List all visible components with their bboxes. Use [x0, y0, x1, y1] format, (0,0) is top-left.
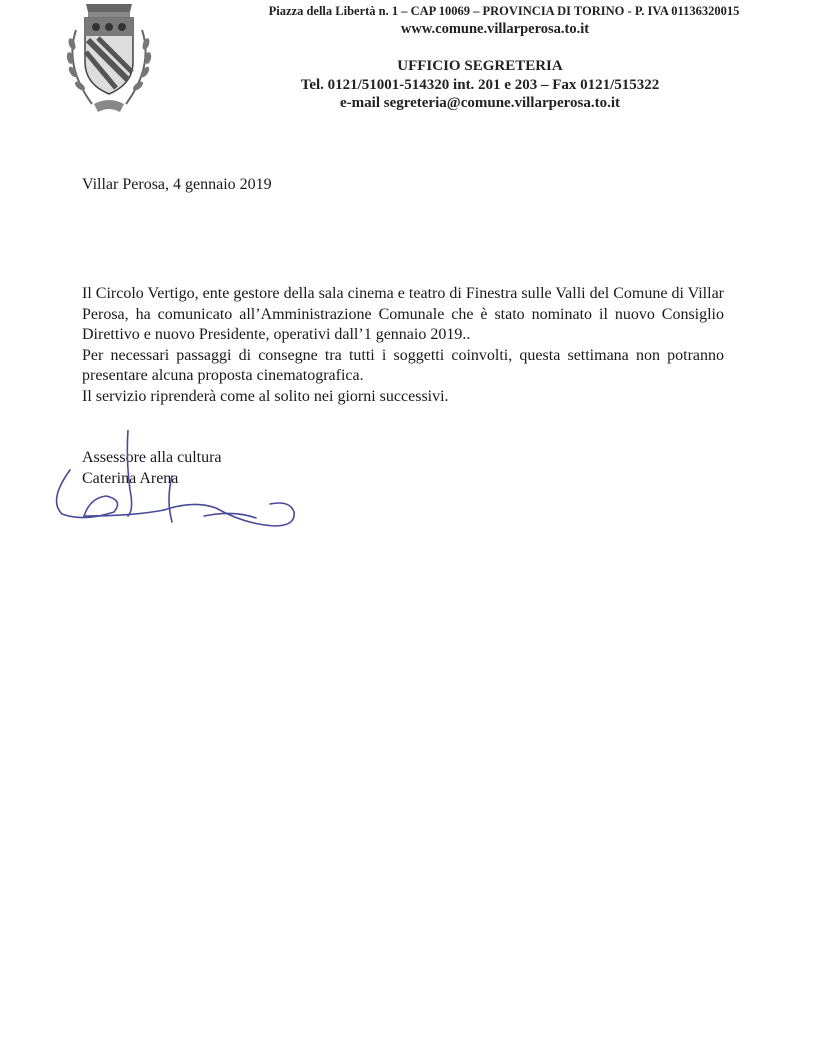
body-paragraph-1: Il Circolo Vertigo, ente gestore della sala cinema e teatro di Finestra sulle Valli del Comune di Villar Perosa, ha comunicato all’Amministrazione Comunale che è stato nominato il nuovo Consiglio Direttivo e nuovo Presidente, operativi dall’1 gennaio 2019..	[82, 285, 724, 343]
handwritten-signature	[44, 430, 304, 540]
letterhead-website: www.comune.villarperosa.to.it	[400, 21, 590, 37]
signoff-role: Assessore alla cultura	[82, 449, 222, 466]
body-paragraph-2: Per necessari passaggi di consegne tra tutti i soggetti coinvolti, questa settimana non potranno presentare alcuna proposta cinematografica.	[82, 346, 724, 384]
letterhead	[200, 4, 760, 112]
body-paragraph-3: Il servizio riprenderà come al solito nei giorni successivi.	[82, 387, 449, 405]
letterhead-address: Piazza della Libertà n. 1 – CAP 10069 – PROVINCIA DI TORINO - P. IVA 01136320015	[268, 4, 740, 18]
letter-body	[82, 284, 724, 407]
municipal-crest-logo	[58, 0, 160, 120]
letterhead-email: e-mail segreteria@comune.villarperosa.to.it	[340, 95, 620, 111]
signoff-name: Caterina Arena	[82, 469, 179, 487]
letter-date: Villar Perosa, 4 gennaio 2019	[82, 176, 272, 193]
letterhead-phone: Tel. 0121/51001-514320 int. 201 e 203 – Fax 0121/515322	[300, 77, 660, 93]
letterhead-office: UFFICIO SEGRETERIA	[397, 58, 563, 74]
